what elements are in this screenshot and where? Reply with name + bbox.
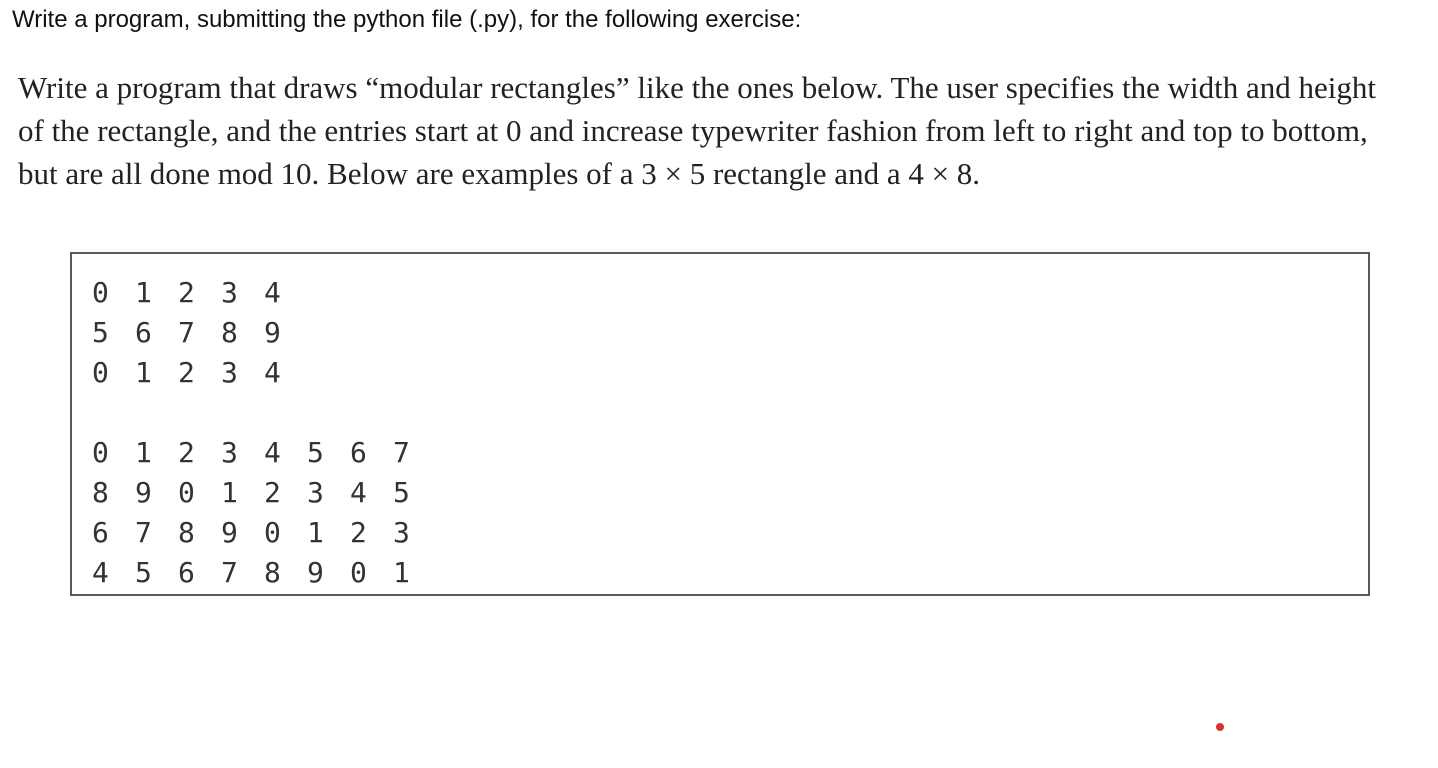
grid-cell: 4 <box>264 435 281 469</box>
example-rectangle-3x5 <box>92 272 307 392</box>
grid-cell: 0 <box>92 355 109 389</box>
grid-cell: 8 <box>92 475 109 509</box>
grid-cell: 1 <box>135 435 152 469</box>
grid-cell: 4 <box>350 475 367 509</box>
grid-row <box>92 432 436 472</box>
grid-cell: 5 <box>393 475 410 509</box>
grid-cell: 6 <box>350 435 367 469</box>
grid-cell: 7 <box>221 555 238 589</box>
grid-row <box>92 472 436 512</box>
grid-cell: 5 <box>307 435 324 469</box>
grid-cell: 0 <box>264 515 281 549</box>
grid-cell: 5 <box>92 315 109 349</box>
grid-cell: 6 <box>135 315 152 349</box>
grid-cell: 9 <box>307 555 324 589</box>
grid-cell: 3 <box>221 355 238 389</box>
grid-row <box>92 552 436 592</box>
grid-cell: 0 <box>92 435 109 469</box>
grid-cell: 2 <box>178 355 195 389</box>
grid-cell: 8 <box>178 515 195 549</box>
grid-row <box>92 272 307 312</box>
grid-cell: 9 <box>264 315 281 349</box>
grid-cell: 1 <box>135 355 152 389</box>
grid-cell: 1 <box>135 275 152 309</box>
grid-cell: 6 <box>178 555 195 589</box>
grid-row <box>92 512 436 552</box>
example-rectangle-4x8 <box>92 432 436 592</box>
grid-cell: 1 <box>221 475 238 509</box>
grid-cell: 8 <box>264 555 281 589</box>
grid-cell: 3 <box>221 275 238 309</box>
grid-cell: 7 <box>393 435 410 469</box>
grid-cell: 3 <box>307 475 324 509</box>
problem-statement: Write a program that draws “modular rectangles” like the ones below. The user specifies the width and height of the rectangle, and the entries start at 0 and increase typewriter fashion from left to right and top to bottom, but are all done mod 10. Below are examples of a 3 × 5 rectangle and a 4 × 8. <box>18 70 1376 191</box>
assignment-instruction: Write a program, submitting the python file (.py), for the following exercise: <box>12 6 802 33</box>
grid-cell: 7 <box>178 315 195 349</box>
grid-cell: 2 <box>350 515 367 549</box>
grid-cell: 7 <box>135 515 152 549</box>
grid-cell: 9 <box>221 515 238 549</box>
grid-cell: 4 <box>264 355 281 389</box>
grid-cell: 0 <box>178 475 195 509</box>
grid-cell: 1 <box>393 555 410 589</box>
grid-cell: 2 <box>264 475 281 509</box>
grid-cell: 8 <box>221 315 238 349</box>
grid-cell: 0 <box>92 275 109 309</box>
grid-cell: 6 <box>92 515 109 549</box>
grid-cell: 9 <box>135 475 152 509</box>
grid-row <box>92 312 307 352</box>
grid-cell: 1 <box>307 515 324 549</box>
grid-cell: 4 <box>92 555 109 589</box>
grid-cell: 4 <box>264 275 281 309</box>
grid-cell: 5 <box>135 555 152 589</box>
grid-cell: 3 <box>221 435 238 469</box>
grid-cell: 3 <box>393 515 410 549</box>
textbook-excerpt <box>18 66 1378 195</box>
grid-cell: 2 <box>178 275 195 309</box>
grid-row <box>92 352 307 392</box>
grid-cell: 0 <box>350 555 367 589</box>
example-output-box <box>70 252 1370 596</box>
annotation-dot <box>1216 723 1224 731</box>
grid-cell: 2 <box>178 435 195 469</box>
